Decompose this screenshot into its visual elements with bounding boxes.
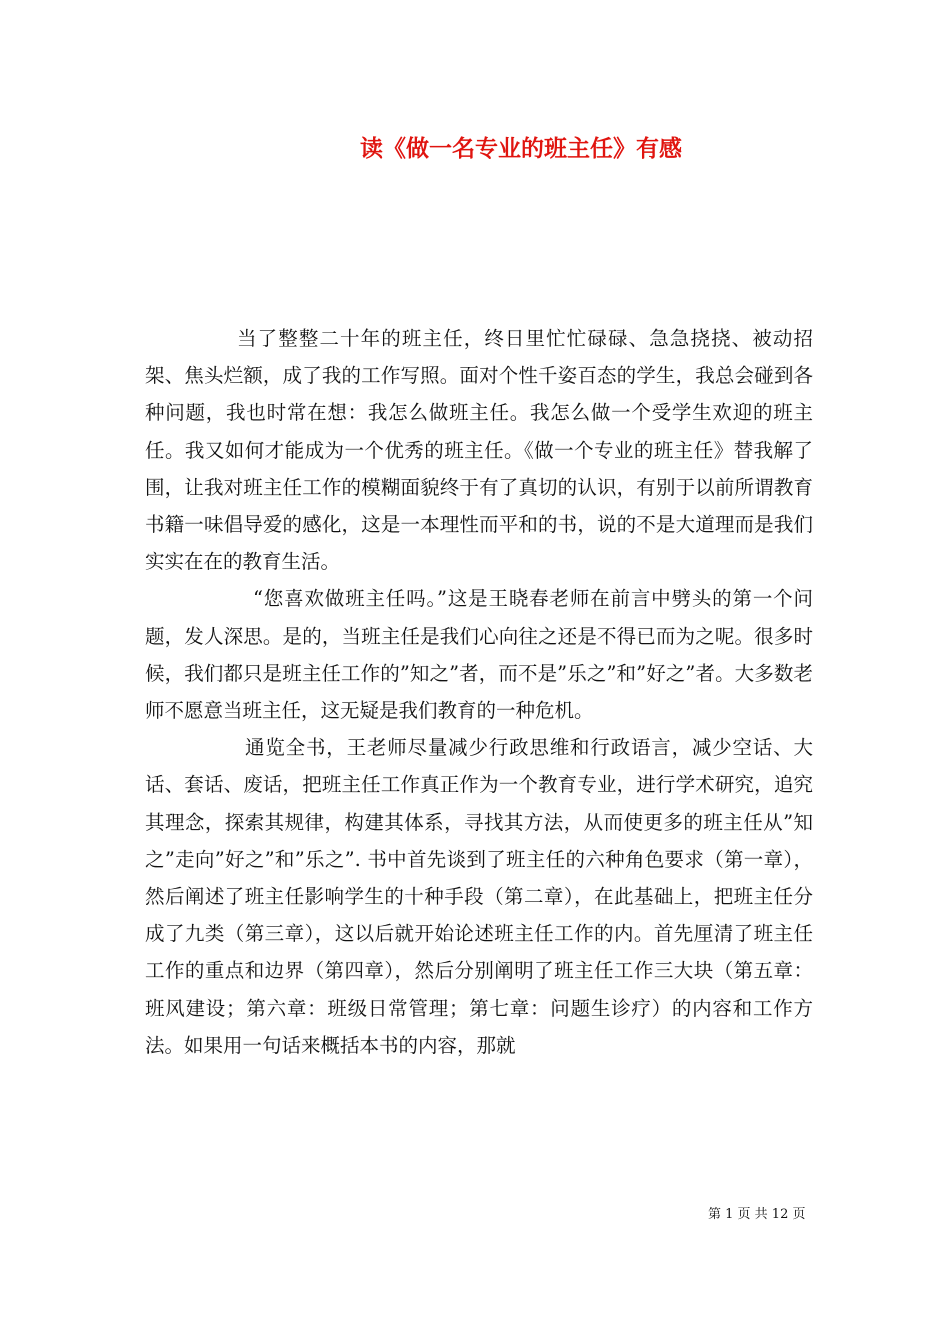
page-number: 第 1 页 共 12 页: [708, 1207, 806, 1222]
paragraph-3: 通览全书，王老师尽量减少行政思维和行政语言，减少空话、大话、套话、废话，把班主任工作真正作为一个教育专业，进行学术研究，追究其理念，探索其规律，构建其体系，寻找其方法，从而使更多的班主任从”知之”走向”好之”和”乐之”. 书中首先谈到了班主任的六种角色要求（第一章），然后阐述了班主任影响学生的十种手段（第二章），在此基础上，把班主任分成了九类（第三章），这以后就开始论述班主任工作的内。首先厘清了班主任工作的重点和边界（第四章），然后分别阐明了班主任工作三大块（第五章：班风建设；第六章：班级日常管理；第七章：问题生诊疗）的内容和工作方法。如果用一句话来概括本书的内容，那就: [145, 736, 813, 1057]
paragraph-2: “您喜欢做班主任吗。”这是王晓春老师在前言中劈头的第一个问题，发人深思。是的，当班主任是我们心向往之还是不得已而为之呢。很多时候，我们都只是班主任工作的”知之”者，而不是”乐之”和”好之”者。大多数老师不愿意当班主任，这无疑是我们教育的一种危机。: [145, 587, 813, 723]
paragraph-1: 当了整整二十年的班主任，终日里忙忙碌碌、急急挠挠、被动招架、焦头烂额，成了我的工作写照。面对个性千姿百态的学生，我总会碰到各种问题，我也时常在想：我怎么做班主任。我怎么做一个受学生欢迎的班主任。我又如何才能成为一个优秀的班主任。《做一个专业的班主任》替我解了围，让我对班主任工作的模糊面貌终于有了真切的认识，有别于以前所谓教育书籍一味倡导爱的感化，这是一本理性而平和的书，说的不是大道理而是我们实实在在的教育生活。: [145, 327, 813, 574]
document-body: [145, 320, 813, 1064]
document-title: 读《做一名专业的班主任》有感: [360, 136, 682, 162]
